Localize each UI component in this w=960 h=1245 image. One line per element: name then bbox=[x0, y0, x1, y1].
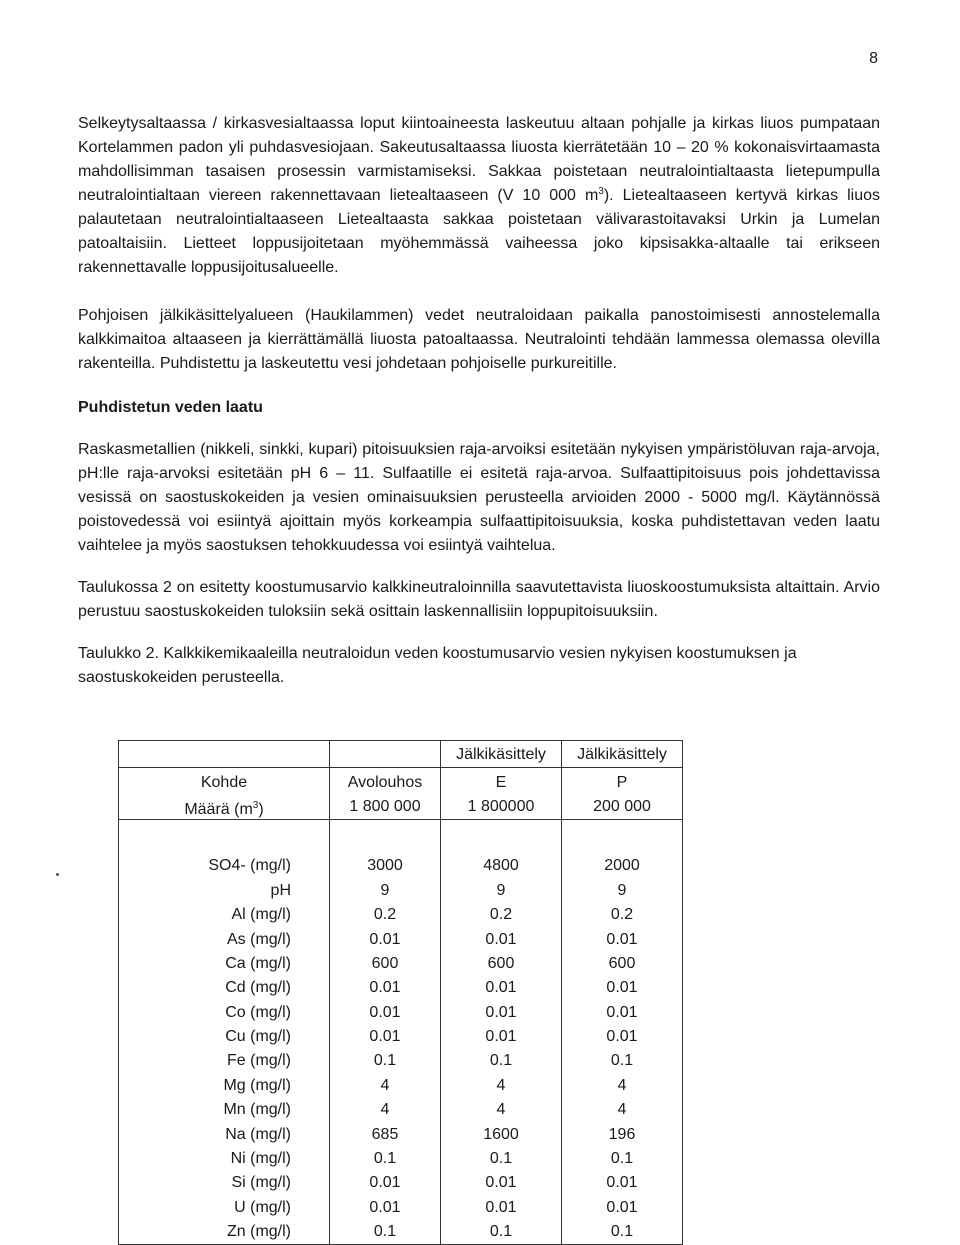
cell-value: 0.01 bbox=[330, 1001, 441, 1025]
cell-value: 4 bbox=[441, 1098, 562, 1122]
cell-value: 0.01 bbox=[562, 1196, 683, 1220]
paragraph-1-text-b: ). Lietealtaaseen kertyvä kirkas liuos palautetaan neutralointialtaaseen Lietealtaasta sakkaa poistetaan välivarastoitavaksi Urkin ja Lumelan patoaltaisiin. Lietteet loppusijoitetaan myöhemmässä vaiheessa joko kipsisakka-altaalle tai erikseen rakennettavalle loppusijoitusalueelle. bbox=[78, 187, 880, 276]
cell-value: 0.1 bbox=[441, 1147, 562, 1171]
cell-value: 2000 bbox=[562, 854, 683, 878]
table-row bbox=[119, 1074, 683, 1098]
table-row bbox=[119, 854, 683, 878]
table-row bbox=[119, 1098, 683, 1122]
table-header-row-1 bbox=[119, 741, 683, 768]
table-header-row-2 bbox=[119, 768, 683, 795]
row-label: Mg (mg/l) bbox=[119, 1074, 330, 1098]
table-row bbox=[119, 1122, 683, 1146]
row-label: Mn (mg/l) bbox=[119, 1098, 330, 1122]
cell-value: 4 bbox=[330, 1074, 441, 1098]
row-label: Ni (mg/l) bbox=[119, 1147, 330, 1171]
cell-value: 0.01 bbox=[330, 1025, 441, 1049]
row-label: SO4- (mg/l) bbox=[119, 854, 330, 878]
cell-value: 0.1 bbox=[562, 1220, 683, 1245]
composition-table bbox=[118, 740, 683, 1245]
table-row bbox=[119, 1196, 683, 1220]
cell-value: 0.1 bbox=[330, 1049, 441, 1073]
header-cell: P bbox=[562, 768, 683, 795]
cell-value: 0.01 bbox=[562, 976, 683, 1000]
table-row bbox=[119, 952, 683, 976]
row-label: Na (mg/l) bbox=[119, 1122, 330, 1146]
header-cell: Avolouhos bbox=[330, 768, 441, 795]
cell-value: 0.1 bbox=[441, 1049, 562, 1073]
row-label: Cu (mg/l) bbox=[119, 1025, 330, 1049]
table-row bbox=[119, 1147, 683, 1171]
header-cell bbox=[119, 741, 330, 768]
header-cell: E bbox=[441, 768, 562, 795]
header-cell: Jälkikäsittely bbox=[441, 741, 562, 768]
table-row bbox=[119, 903, 683, 927]
cell-value: 196 bbox=[562, 1122, 683, 1146]
cell-value: 4 bbox=[330, 1098, 441, 1122]
table-row bbox=[119, 1220, 683, 1245]
cell-value: 0.01 bbox=[330, 976, 441, 1000]
table-caption: Taulukko 2. Kalkkikemikaaleilla neutraloidun veden koostumusarvio vesien nykyisen koostumuksen ja saostuskokeiden perusteella. bbox=[78, 645, 797, 686]
cell-value: 0.01 bbox=[330, 1196, 441, 1220]
header-cell: Jälkikäsittely bbox=[562, 741, 683, 768]
superscript: 3 bbox=[598, 186, 604, 197]
cell-value: 0.01 bbox=[562, 927, 683, 951]
cell-value: 685 bbox=[330, 1122, 441, 1146]
cell-value: 600 bbox=[562, 952, 683, 976]
cell-value: 0.1 bbox=[441, 1220, 562, 1245]
cell-value: 0.1 bbox=[562, 1147, 683, 1171]
row-label: Al (mg/l) bbox=[119, 903, 330, 927]
cell-value: 0.01 bbox=[441, 1025, 562, 1049]
cell-value: 0.01 bbox=[562, 1001, 683, 1025]
stray-mark bbox=[56, 873, 59, 876]
paragraph-1 bbox=[78, 112, 880, 280]
header-cell bbox=[330, 741, 441, 768]
row-label: As (mg/l) bbox=[119, 927, 330, 951]
cell-value: 0.2 bbox=[441, 903, 562, 927]
table-row bbox=[119, 1025, 683, 1049]
cell-value: 3000 bbox=[330, 854, 441, 878]
paragraph-1-text-a: Selkeytysaltaassa / kirkasvesialtaassa loput kiintoaineesta laskeutuu altaan pohjalle ja kirkas liuos pumpataan Kortelammen padon yli puhdasvesiojaan. Sakeutusaltaassa liuosta kierrätetään 10 – 20 % kokonaisvirtaamasta mahdollisimman tasaisen prosessin varmistamiseksi. Sakkaa poistetaan neutralointialtaasta lietepumpulla neutralointialtaan viereen rakennettavaan lietealtaaseen (V 10 000 m bbox=[78, 115, 880, 204]
row-label: Cd (mg/l) bbox=[119, 976, 330, 1000]
paragraph-3: Raskasmetallien (nikkeli, sinkki, kupari) pitoisuuksien raja-arvoiksi esitetään nykyisen ympäristöluvan raja-arvoja, pH:lle raja-arvoksi esitetään pH 6 – 11. Sulfaatille ei esitetä raja-arvoa. Sulfaattipitoisuus pois johdettavissa vesissä on saostuskokeiden ja vesien ominaisuuksien perusteella arvioiden 2000 - 5000 mg/l. Käytännössä poistovedessä voi esiintyä ajoittain myös korkeampia sulfaattipitoisuuksia, koska puhdistettavan veden laatu vaihtelee ja myös saostuksen tehokkuudessa voi esiintyä vaihtelua. bbox=[78, 441, 880, 554]
cell-value: 0.01 bbox=[441, 1001, 562, 1025]
page-number: 8 bbox=[869, 50, 878, 67]
cell-value: 0.01 bbox=[441, 1196, 562, 1220]
section-heading: Puhdistetun veden laatu bbox=[78, 399, 263, 416]
cell-value: 0.01 bbox=[441, 1171, 562, 1195]
cell-value: 0.01 bbox=[441, 976, 562, 1000]
row-label: pH bbox=[119, 879, 330, 903]
cell-value: 0.2 bbox=[562, 903, 683, 927]
amount-value: 1 800000 bbox=[441, 795, 562, 820]
cell-value: 600 bbox=[330, 952, 441, 976]
cell-value: 0.1 bbox=[562, 1049, 683, 1073]
cell-value: 0.1 bbox=[330, 1147, 441, 1171]
row-label: Ca (mg/l) bbox=[119, 952, 330, 976]
cell-value: 0.01 bbox=[441, 927, 562, 951]
table-row bbox=[119, 1049, 683, 1073]
table-row bbox=[119, 879, 683, 903]
header-cell: Kohde bbox=[119, 768, 330, 795]
cell-value: 0.1 bbox=[330, 1220, 441, 1245]
cell-value: 9 bbox=[441, 879, 562, 903]
cell-value: 0.01 bbox=[562, 1171, 683, 1195]
table-row bbox=[119, 927, 683, 951]
document-body bbox=[78, 112, 880, 690]
cell-value: 600 bbox=[441, 952, 562, 976]
table-amount-row bbox=[119, 795, 683, 820]
cell-value: 0.01 bbox=[330, 1171, 441, 1195]
cell-value: 4800 bbox=[441, 854, 562, 878]
cell-value: 4 bbox=[562, 1074, 683, 1098]
row-label: U (mg/l) bbox=[119, 1196, 330, 1220]
paragraph-2: Pohjoisen jälkikäsittelyalueen (Haukilammen) vedet neutraloidaan paikalla panostoimisesti annostelemalla kalkkimaitoa altaaseen ja kierrättämällä liuosta patoaltaassa. Neutralointi tehdään lammessa olemassa olevilla rakenteilla. Puhdistettu ja laskeutettu vesi johdetaan pohjoiselle purkureitille. bbox=[78, 307, 880, 372]
table-row bbox=[119, 976, 683, 1000]
cell-value: 4 bbox=[441, 1074, 562, 1098]
cell-value: 0.2 bbox=[330, 903, 441, 927]
amount-value: 1 800 000 bbox=[330, 795, 441, 820]
cell-value: 0.01 bbox=[562, 1025, 683, 1049]
amount-label: Määrä $(m^3)$ bbox=[119, 795, 330, 820]
table-row bbox=[119, 1001, 683, 1025]
cell-value: 0.01 bbox=[330, 927, 441, 951]
row-label: Si (mg/l) bbox=[119, 1171, 330, 1195]
row-label: Fe (mg/l) bbox=[119, 1049, 330, 1073]
cell-value: 4 bbox=[562, 1098, 683, 1122]
paragraph-4: Taulukossa 2 on esitetty koostumusarvio kalkkineutraloinnilla saavutettavista liuoskoostumuksista altaittain. Arvio perustuu saostuskokeiden tuloksiin sekä osittain laskennallisiin loppupitoisuuksiin. bbox=[78, 579, 880, 620]
row-label: Zn (mg/l) bbox=[119, 1220, 330, 1245]
cell-value: 9 bbox=[562, 879, 683, 903]
table-spacer-row bbox=[119, 820, 683, 855]
table-row bbox=[119, 1171, 683, 1195]
cell-value: 1600 bbox=[441, 1122, 562, 1146]
amount-value: 200 000 bbox=[562, 795, 683, 820]
row-label: Co (mg/l) bbox=[119, 1001, 330, 1025]
cell-value: 9 bbox=[330, 879, 441, 903]
